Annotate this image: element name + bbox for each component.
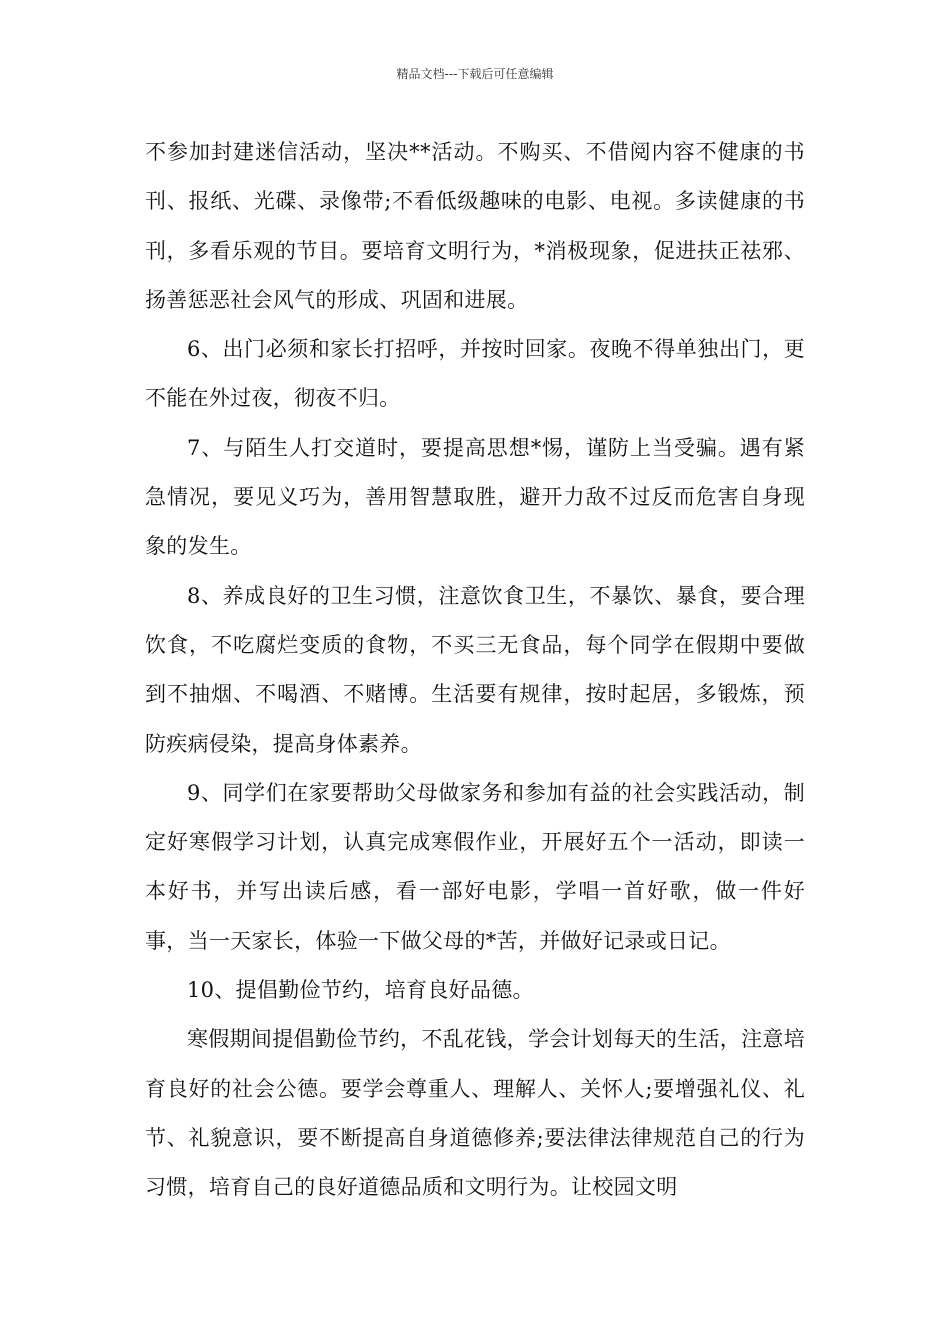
paragraph-item-7: 7、与陌生人打交道时，要提高思想*惕，谨防上当受骗。遇有紧急情况，要见义巧为，善用智慧取胜，避开力敌不过反而危害自身现象的发生。 <box>145 435 805 559</box>
paragraph-item-9: 9、同学们在家要帮助父母做家务和参加有益的社会实践活动，制定好寒假学习计划，认真完成寒假作业，开展好五个一活动，即读一本好书，并写出读后感，看一部好电影，学唱一首好歌，做一件好事，当一天家长，体验一下做父母的*苦，并做好记录或日记。 <box>145 780 805 953</box>
paragraph-item-8: 8、养成良好的卫生习惯，注意饮食卫生，不暴饮、暴食，要合理饮食，不吃腐烂变质的食物，不买三无食品，每个同学在假期中要做到不抽烟、不喝酒、不赌博。生活要有规律，按时起居，多锻炼，预防疾病侵染，提高身体素养。 <box>145 583 805 756</box>
paragraph-item-6: 6、出门必须和家长打招呼，并按时回家。夜晚不得单独出门，更不能在外过夜，彻夜不归。 <box>145 337 805 411</box>
paragraph-thrift: 寒假期间提倡勤俭节约，不乱花钱，学会计划每天的生活，注意培育良好的社会公德。要学会尊重人、理解人、关怀人;要增强礼仪、礼节、礼貌意识，要不断提高自身道德修养;要法律法律规范自己的行为习惯，培育自己的良好道德品质和文明行为。让校园文明 <box>145 1027 805 1200</box>
paragraph-continuation: 不参加封建迷信活动，坚决**活动。不购买、不借阅内容不健康的书刊、报纸、光碟、录像带;不看低级趣味的电影、电视。多读健康的书刊，多看乐观的节目。要培育文明行为，*消极现象，促进扶正祛邪、扬善惩恶社会风气的形成、巩固和进展。 <box>145 140 805 312</box>
document-body <box>145 128 805 1213</box>
paragraph-item-10: 10、提倡勤俭节约，培育良好品德。 <box>187 978 534 1003</box>
page-header: 精品文档---下载后可任意编辑 <box>396 67 554 81</box>
